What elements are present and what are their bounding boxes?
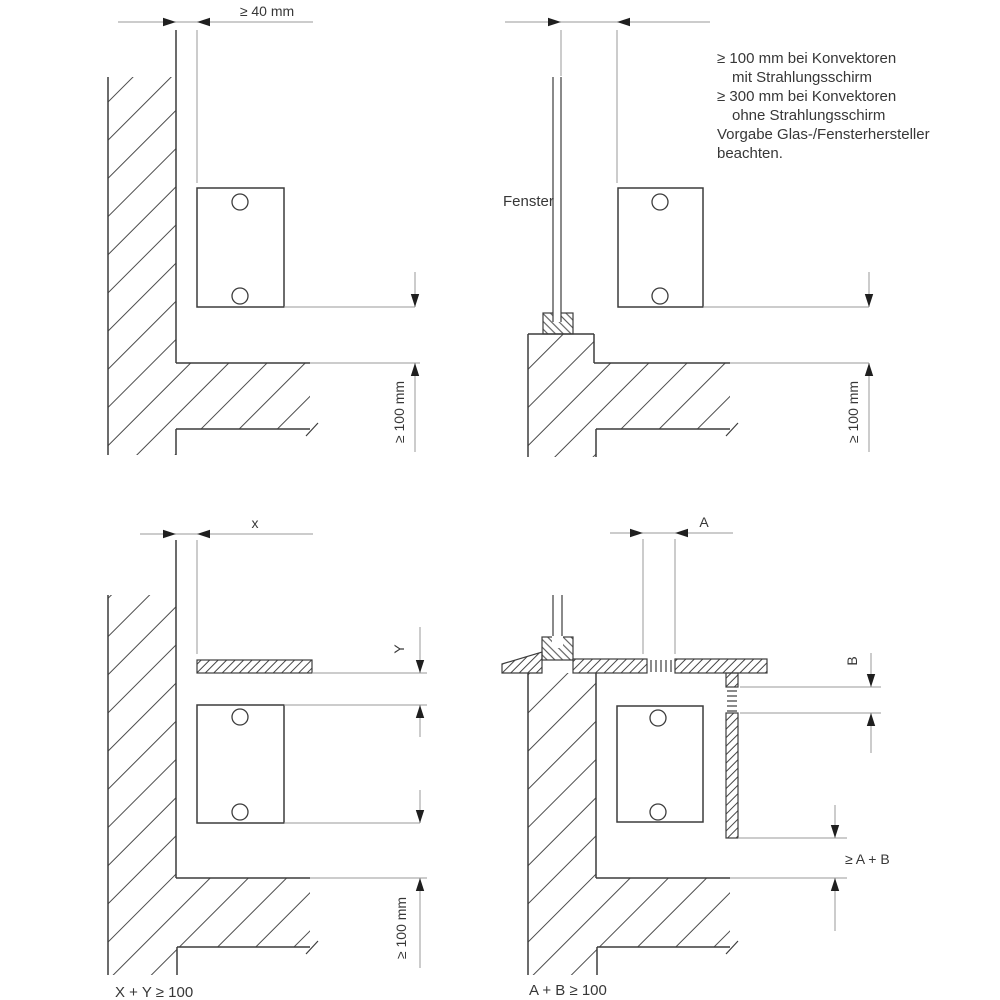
dimension-label: ≥ A + B xyxy=(845,851,890,867)
dimension-label: x xyxy=(251,515,259,531)
dimension-label: ≥ 40 mm xyxy=(239,3,295,19)
shelf-plate xyxy=(675,659,767,673)
convector-pipe xyxy=(652,288,668,304)
note-line: ≥ 100 mm bei Konvektoren xyxy=(717,50,897,67)
dimension-label: ≥ 100 mm xyxy=(393,896,409,960)
dimension-label: B xyxy=(844,656,860,666)
convector-pipe xyxy=(232,709,248,725)
dimension-label: ≥ 100 mm xyxy=(391,380,407,444)
glass-slot xyxy=(553,312,562,322)
caption: A + B ≥ 100 xyxy=(529,982,607,999)
convector-pipe xyxy=(650,710,666,726)
glass-slot xyxy=(552,636,563,648)
note-line: ohne Strahlungsschirm xyxy=(732,107,886,124)
dimension-label: A xyxy=(699,514,709,530)
convector-pipe xyxy=(232,194,248,210)
dimension-label: Y xyxy=(391,644,407,654)
convector-pipe xyxy=(652,194,668,210)
note-line: beachten. xyxy=(717,145,783,162)
note-line: Vorgabe Glas-/Fensterhersteller xyxy=(717,126,930,143)
dimension-label: ≥ 100 mm xyxy=(845,380,861,444)
convector-pipe xyxy=(232,288,248,304)
window-sill xyxy=(573,659,647,673)
radiation-shield-plate xyxy=(197,660,312,673)
note-line: mit Strahlungsschirm xyxy=(732,69,873,86)
baffle-plate xyxy=(726,713,738,838)
baffle-upper xyxy=(726,673,738,687)
note-line: ≥ 300 mm bei Konvektoren xyxy=(717,88,897,105)
window-label: Fenster xyxy=(503,193,554,210)
convector-pipe xyxy=(232,804,248,820)
convector-pipe xyxy=(650,804,666,820)
caption: X + Y ≥ 100 xyxy=(115,984,194,1000)
